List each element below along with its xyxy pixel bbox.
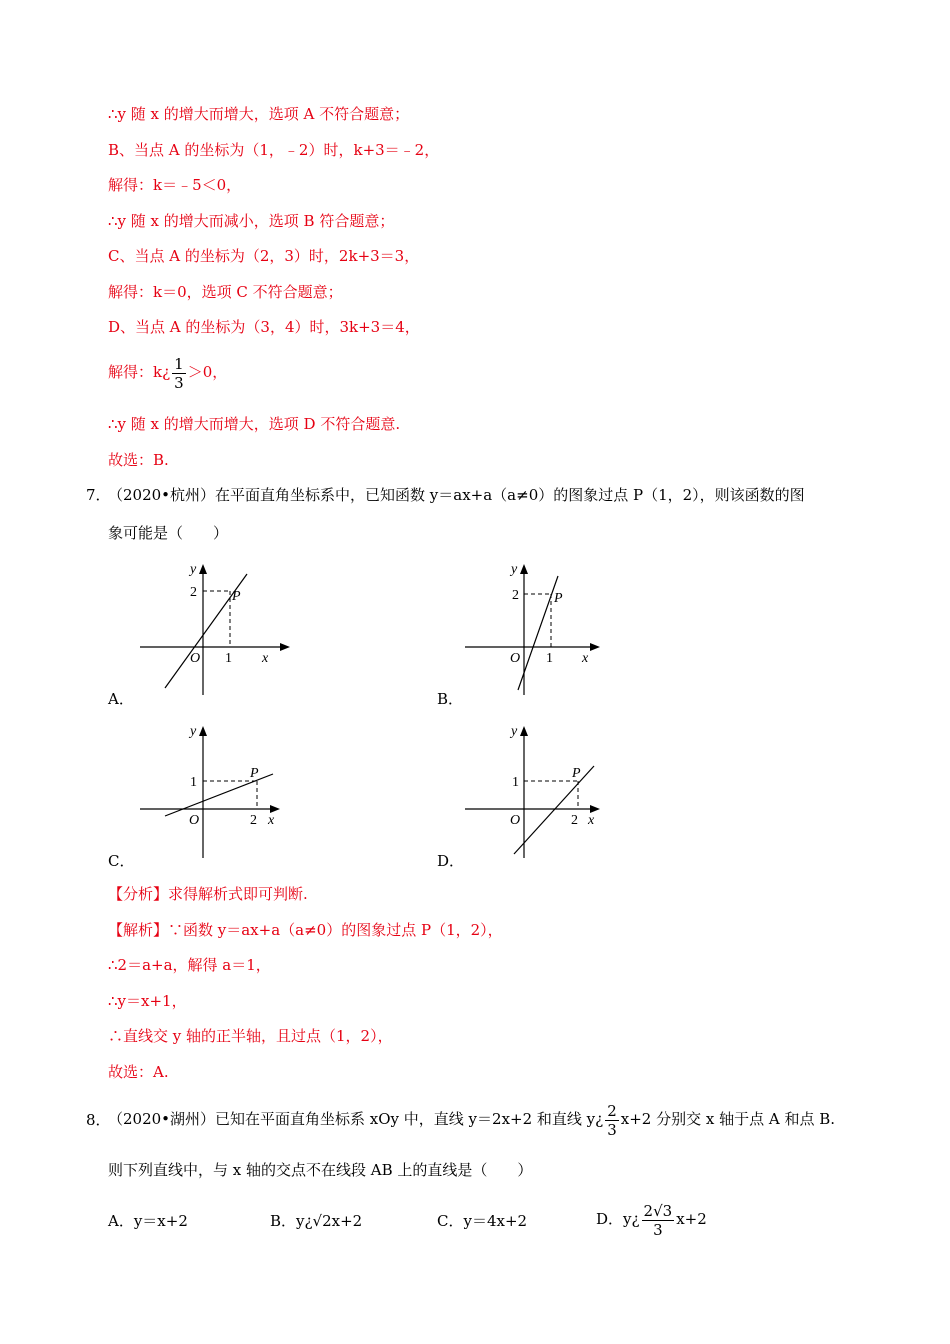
solution-line: 故选：A. [108,1063,169,1081]
question-text-pre: （2020•湖州）已知在平面直角坐标系 xOy 中，直线 y＝2x+2 和直线 y¿ [108,1110,604,1128]
solution-line: C、当点 A 的坐标为（2，3）时，2k+3＝3， [108,247,420,265]
option-label-a: A． [108,690,134,708]
option-label-c: C． [108,852,135,870]
question-number: 8． [86,1111,111,1129]
graph-option-a [135,558,295,698]
graph-option-b [460,558,620,698]
question-text: （2020•杭州）在平面直角坐标系中，已知函数 y＝ax+a（a≠0）的图象过点 P（1，2），则该函数的图 [108,486,805,504]
fraction-denominator: 3 [653,1220,663,1239]
origin-label: O [190,651,201,666]
axis-x-label: x [588,813,595,828]
fraction-prefix: 解得：k¿ [108,363,171,381]
origin-label: O [510,813,521,828]
solution-line: ∴2＝a+a，解得 a＝1， [108,956,271,974]
axis-x-label: x [262,651,269,666]
y-tick-label: 2 [190,585,197,600]
fraction-numerator: 2√3 [643,1201,673,1220]
solution-line: ∴直线交 y 轴的正半轴，且过点（1，2）， [108,1027,393,1045]
fraction-denominator: 3 [174,373,184,392]
solution-line: ∴y 随 x 的增大而增大，选项 D 不符合题意. [108,415,401,433]
point-label: P [572,766,581,781]
x-tick-label: 2 [250,813,257,828]
axis-x-label: x [582,651,589,666]
analysis-line: 【分析】求得解析式即可判断. [108,885,308,903]
graph-option-c [135,720,295,860]
x-tick-label: 1 [225,651,232,666]
question-text-post: x+2 分别交 x 轴于点 A 和点 B. [620,1110,836,1128]
solution-line: ∴y 随 x 的增大而减小，选项 B 符合题意； [108,212,395,230]
fraction [605,1102,619,1139]
question-text: 则下列直线中，与 x 轴的交点不在线段 AB 上的直线是（ ） [108,1161,533,1179]
solution-line: ∴y 随 x 的增大而增大，选项 A 不符合题意； [108,105,410,123]
option-label-b: B． [437,690,464,708]
choice-c: C．y＝4x+2 [437,1212,528,1230]
x-tick-label: 2 [571,813,578,828]
axis-y-label: y [511,724,518,739]
axis-y-label: y [190,724,197,739]
fraction [172,355,186,392]
solution-line: ∴y＝x+1， [108,992,187,1010]
option-label-d: D． [437,852,465,870]
solution-line: 故选：B. [108,451,169,469]
fraction [642,1202,675,1239]
point-label: P [250,766,259,781]
fraction-numerator: 2 [607,1101,617,1120]
fraction-numerator: 1 [174,354,184,373]
axis-x-label: x [268,813,275,828]
axis-y-label: y [511,562,518,577]
solution-line: 解得：k＝﹣5＜0， [108,176,242,194]
solution-line: B、当点 A 的坐标为（1，﹣2）时，k+3＝﹣2， [108,141,440,159]
solution-fraction-line [108,352,227,392]
point-label: P [232,589,241,604]
solution-line: D、当点 A 的坐标为（3，4）时，3k+3＝4， [108,318,420,336]
y-tick-label: 1 [512,775,519,790]
solution-line: 【解析】∵函数 y＝ax+a（a≠0）的图象过点 P（1，2）， [108,921,503,939]
choice-d-pre: D．y¿ [596,1210,640,1228]
y-tick-label: 1 [190,775,197,790]
origin-label: O [189,813,200,828]
question-text: 象可能是（ ） [108,524,229,542]
fraction-suffix: ＞0， [187,363,228,381]
choice-d-post: x+2 [676,1210,707,1228]
question-text [108,1098,835,1140]
fraction-denominator: 3 [607,1120,617,1139]
question-number: 7． [86,486,111,504]
y-tick-label: 2 [512,588,519,603]
graph-option-d [460,720,620,860]
choice-b: B．y¿√2x+2 [270,1212,363,1230]
choice-d [596,1198,707,1240]
solution-line: 解得：k＝0，选项 C 不符合题意； [108,283,343,301]
choice-a: A．y＝x+2 [108,1212,188,1230]
axis-y-label: y [190,562,197,577]
x-tick-label: 1 [546,651,553,666]
origin-label: O [510,651,521,666]
point-label: P [554,591,563,606]
